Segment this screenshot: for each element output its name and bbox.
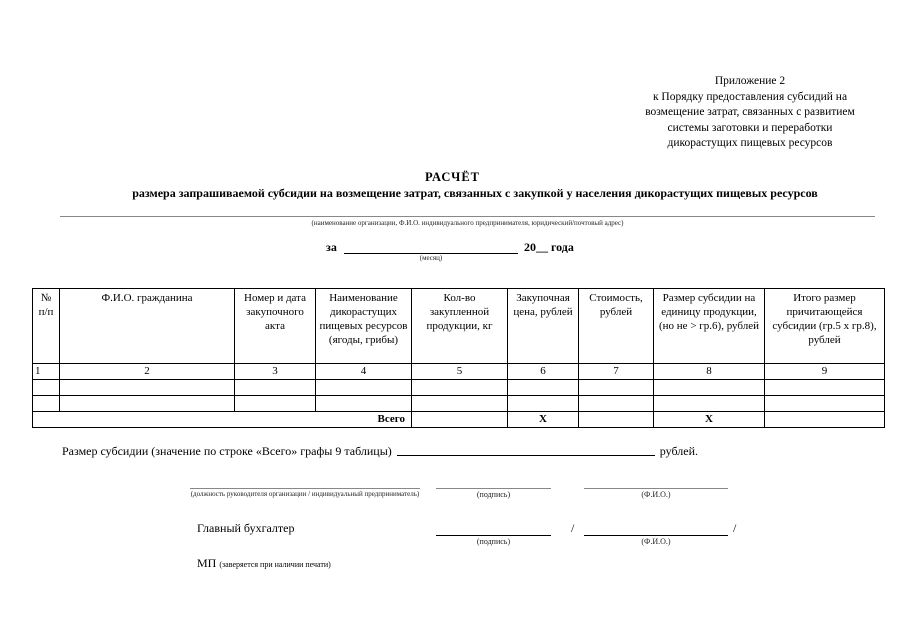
appendix-block bbox=[600, 74, 900, 152]
period-prefix: за bbox=[326, 240, 337, 254]
stamp-caption: (заверяется при наличии печати) bbox=[219, 560, 331, 569]
organization-fill-line[interactable] bbox=[60, 216, 875, 217]
table-cell[interactable] bbox=[60, 380, 235, 396]
column-number: 8 bbox=[654, 364, 765, 380]
column-number: 5 bbox=[412, 364, 508, 380]
head-name-caption: (Ф.И.О.) bbox=[641, 490, 671, 499]
head-position-line[interactable] bbox=[190, 488, 420, 489]
accountant-name-caption: (Ф.И.О.) bbox=[641, 537, 671, 546]
calculation-table bbox=[32, 288, 885, 428]
appendix-line: дикорастущих пищевых ресурсов bbox=[667, 137, 833, 149]
period-year: 20__ года bbox=[524, 240, 574, 254]
accountant-signature-caption: (подпись) bbox=[476, 537, 511, 546]
column-number-row bbox=[33, 364, 885, 380]
column-number: 4 bbox=[316, 364, 412, 380]
accountant-label: Главный бухгалтер bbox=[197, 521, 295, 535]
column-number: 6 bbox=[508, 364, 579, 380]
slash-separator: / bbox=[733, 521, 737, 535]
accountant-signature-line[interactable] bbox=[436, 535, 551, 536]
header-cell: Итого размер причитающейся субсидии (гр.5 x гр.8), рублей bbox=[765, 289, 885, 364]
table-row[interactable] bbox=[33, 396, 885, 412]
appendix-line: системы заготовки и переработки bbox=[667, 121, 833, 134]
table-cell[interactable] bbox=[33, 380, 60, 396]
table-cell[interactable] bbox=[579, 380, 654, 396]
result-line bbox=[62, 444, 698, 459]
header-cell: Стоимость, рублей bbox=[579, 289, 654, 364]
appendix-line: к Порядку предоставления субсидий на bbox=[652, 90, 848, 103]
table-cell[interactable] bbox=[412, 396, 508, 412]
table-cell[interactable] bbox=[579, 396, 654, 412]
document-title: РАСЧЁТ bbox=[424, 170, 480, 184]
head-position-caption: (должность руководителя организации / индивидуальный предприниматель) bbox=[190, 490, 420, 498]
header-cell: Номер и дата закупочного акта bbox=[235, 289, 316, 364]
header-cell: Ф.И.О. гражданина bbox=[60, 289, 235, 364]
result-fill-line[interactable] bbox=[397, 455, 655, 456]
table-header-row bbox=[33, 289, 885, 364]
total-label: Всего bbox=[33, 412, 412, 428]
document-subtitle: размера запрашиваемой субсидии на возмещение затрат, связанных с закупкой у населения дикорастущих пищевых ресурсов bbox=[132, 186, 818, 200]
result-suffix: рублей. bbox=[659, 444, 698, 458]
table-cell[interactable] bbox=[654, 380, 765, 396]
table-cell[interactable] bbox=[316, 380, 412, 396]
total-rate-mark: X bbox=[654, 412, 765, 428]
month-caption: (месяц) bbox=[419, 254, 443, 262]
table-cell[interactable] bbox=[508, 380, 579, 396]
table-cell[interactable] bbox=[412, 380, 508, 396]
total-quantity-cell[interactable] bbox=[412, 412, 508, 428]
header-cell: Закупочная цена, рублей bbox=[508, 289, 579, 364]
column-number: 9 bbox=[765, 364, 885, 380]
result-text: Размер субсидии (значение по строке «Всего» графы 9 таблицы) bbox=[62, 444, 392, 458]
column-number: 2 bbox=[60, 364, 235, 380]
column-number: 7 bbox=[579, 364, 654, 380]
header-cell: Наименование дикорастущих пищевых ресурсов (ягоды, грибы) bbox=[316, 289, 412, 364]
table-cell[interactable] bbox=[654, 396, 765, 412]
header-cell: Кол-во закупленной продукции, кг bbox=[412, 289, 508, 364]
total-subsidy-cell[interactable] bbox=[765, 412, 885, 428]
total-price-mark: X bbox=[508, 412, 579, 428]
head-signature-line[interactable] bbox=[436, 488, 551, 489]
table-cell[interactable] bbox=[60, 396, 235, 412]
column-number: 1 bbox=[33, 364, 60, 380]
organization-caption: (наименование организации, Ф.И.О. индивидуального предпринимателя, юридический/почтовый адрес) bbox=[311, 219, 624, 227]
column-number: 3 bbox=[235, 364, 316, 380]
slash-separator: / bbox=[571, 521, 575, 535]
table-cell[interactable] bbox=[316, 396, 412, 412]
table-cell[interactable] bbox=[765, 396, 885, 412]
appendix-line: Приложение 2 bbox=[714, 75, 786, 87]
table-cell[interactable] bbox=[765, 380, 885, 396]
header-cell: № п/п bbox=[33, 289, 60, 364]
table-cell[interactable] bbox=[508, 396, 579, 412]
accountant-name-line[interactable] bbox=[584, 535, 728, 536]
table-cell[interactable] bbox=[33, 396, 60, 412]
stamp-label: МП bbox=[197, 556, 217, 570]
appendix-line: возмещение затрат, связанных с развитием bbox=[645, 106, 855, 118]
head-signature-caption: (подпись) bbox=[476, 490, 511, 499]
table-row[interactable] bbox=[33, 380, 885, 396]
table-cell[interactable] bbox=[235, 396, 316, 412]
table-cell[interactable] bbox=[235, 380, 316, 396]
total-cost-cell[interactable] bbox=[579, 412, 654, 428]
stamp-note bbox=[197, 556, 331, 571]
total-row bbox=[33, 412, 885, 428]
header-cell: Размер субсидии на единицу продукции, (но не > гр.6), рублей bbox=[654, 289, 765, 364]
head-name-line[interactable] bbox=[584, 488, 728, 489]
